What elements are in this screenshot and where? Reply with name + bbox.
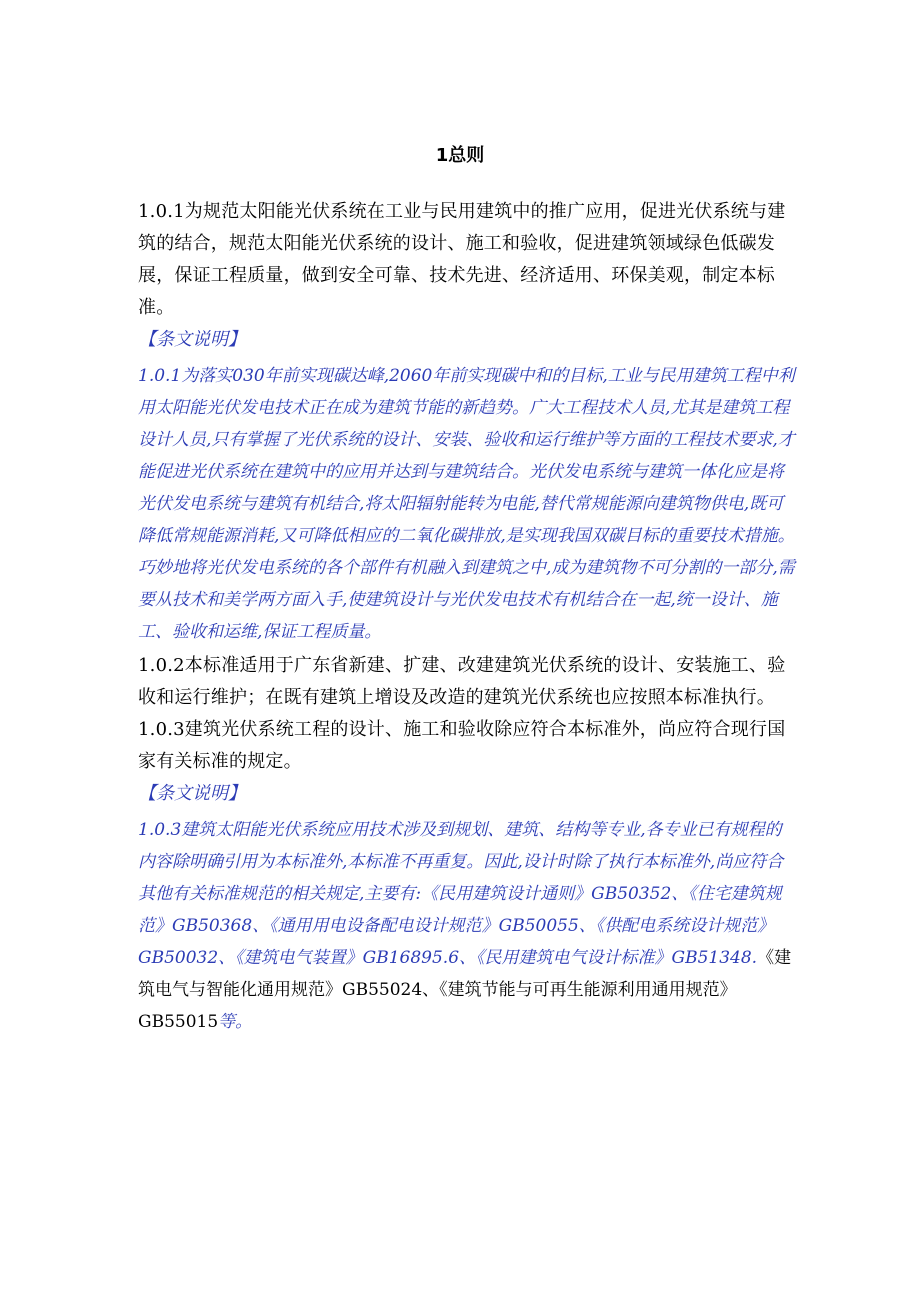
section-title: 1总则 (435, 145, 485, 166)
clause-note-tag: 【条文说明】 (138, 783, 246, 804)
clause-note-1-0-3-plain: 《建筑电气与智能化通用规范》GB55024、《建筑节能与可再生能源利用通用规范》GB55015 (138, 948, 792, 1032)
clause-note-tag: 【条文说明】 (138, 329, 246, 350)
clause-note-1-0-3-italic: 1.0.3建筑太阳能光伏系统应用技术涉及到规划、建筑、结构等专业,各专业已有规程的内容除明确引用为本标准外,本标准不再重复。因此,设计时除了执行本标准外,尚应符合其他有关标准规范的相关规定,主要有:《民用建筑设计通则》GB50352、《住宅建筑规范》GB50368、《通用用电设备配电设计规范》GB50055、《供配电系统设计规范》GB50032、《建筑电气装置》GB16895.6、《民用建筑电气设计标准》GB51348. (138, 820, 784, 968)
clause-1-0-1: 1.0.1为规范太阳能光伏系统在工业与民用建筑中的推广应用，促进光伏系统与建筑的结合，规范太阳能光伏系统的设计、施工和验收，促进建筑领域绿色低碳发展，保证工程质量，做到安全可靠、技术先进、经济适用、环保美观，制定本标准。 (138, 201, 786, 318)
clause-1-0-3: 1.0.3建筑光伏系统工程的设计、施工和验收除应符合本标准外，尚应符合现行国家有关标准的规定。 (138, 719, 786, 772)
clause-note-1-0-1: 1.0.1为落实030年前实现碳达峰,2060年前实现碳中和的目标,工业与民用建筑工程中利用太阳能光伏发电技术正在成为建筑节能的新趋势。广大工程技术人员,尤其是建筑工程设计人员,只有掌握了光伏系统的设计、安装、验收和运行维护等方面的工程技术要求,才能促进光伏系统在建筑中的应用并达到与建筑结合。光伏发电系统与建筑一体化应是将光伏发电系统与建筑有机结合,将太阳辐射能转为电能,替代常规能源向建筑物供电,既可降低常规能源消耗,又可降低相应的二氧化碳排放,是实现我国双碳目标的重要技术措施。巧妙地将光伏发电系统的各个部件有机融入到建筑之中,成为建筑物不可分割的一部分,需要从技术和美学两方面入手,使建筑设计与光伏发电技术有机结合在一起,统一设计、施工、验收和运维,保证工程质量。 (138, 366, 795, 642)
clause-note-1-0-3-end: 等。 (218, 1012, 253, 1032)
clause-note-1-0-3 (138, 810, 798, 1040)
clause-1-0-2: 1.0.2本标准适用于广东省新建、扩建、改建建筑光伏系统的设计、安装施工、验收和运行维护；在既有建筑上增设及改造的建筑光伏系统也应按照本标准执行。 (138, 655, 786, 708)
section-body (138, 196, 798, 1040)
